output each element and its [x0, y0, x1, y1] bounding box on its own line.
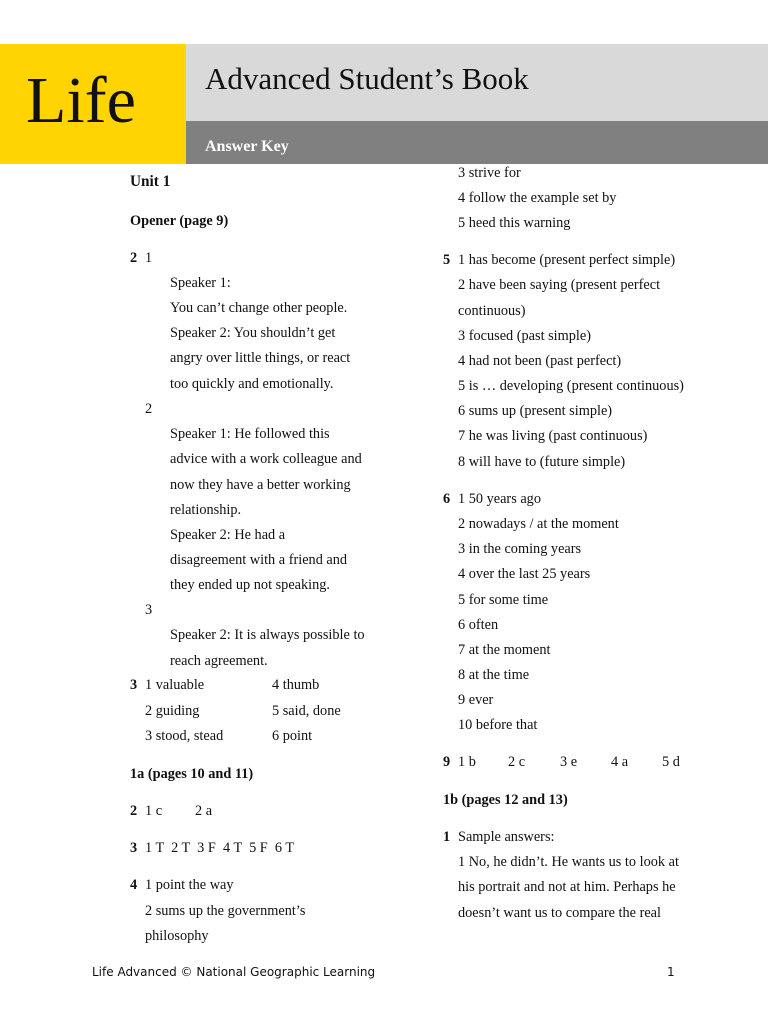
answer-line: doesn’t want us to compare the real	[458, 905, 662, 921]
answer-line: You can’t change other people.	[170, 300, 348, 316]
answer-line: 3 focused (past simple)	[458, 328, 592, 344]
answer-line: 4 over the last 25 years	[458, 566, 591, 582]
answer-line: Speaker 2: You shouldn’t get	[170, 325, 336, 341]
answer-line: 3 in the coming years	[458, 541, 582, 557]
section-heading-opener: Opener (page 9)	[130, 213, 229, 229]
answer-line: too quickly and emotionally.	[170, 376, 334, 392]
exercise-number: 5	[443, 252, 451, 268]
answer-line: relationship.	[170, 502, 242, 518]
answer-line: 3 stood, stead	[145, 728, 224, 744]
item-number: 3	[145, 602, 153, 618]
answer-line: now they have a better working	[170, 477, 351, 493]
answer-line: 1 valuable	[145, 677, 205, 693]
answer-line: angry over little things, or react	[170, 350, 351, 366]
answer-line: 6 sums up (present simple)	[458, 403, 613, 419]
answer-line: 4 a	[611, 754, 629, 770]
exercise-number: 6	[443, 491, 451, 507]
answer-line: 1 T 2 T 3 F 4 T 5 F 6 T	[145, 840, 295, 856]
answer-line: 6 often	[458, 617, 499, 633]
book-title: Advanced Student’s Book	[205, 61, 529, 96]
answer-line: advice with a work colleague and	[170, 451, 362, 467]
answer-line: 8 will have to (future simple)	[458, 454, 626, 470]
answer-line: 2 sums up the government’s	[145, 903, 306, 919]
answer-line: 4 follow the example set by	[458, 190, 617, 206]
answer-line: 2 a	[195, 803, 213, 819]
answer-line: 1 has become (present perfect simple)	[458, 252, 676, 268]
section-heading-1a: 1a (pages 10 and 11)	[130, 766, 254, 782]
answer-line: 7 he was living (past continuous)	[458, 428, 648, 444]
answer-line: 3 strive for	[458, 165, 521, 181]
answer-line: 2 have been saying (present perfect	[458, 277, 661, 293]
answer-line: 10 before that	[458, 717, 538, 733]
answer-line: 1 50 years ago	[458, 491, 541, 507]
answer-line: his portrait and not at him. Perhaps he	[458, 879, 676, 895]
answer-line: 5 is … developing (present continuous)	[458, 378, 684, 394]
answer-line: Speaker 1:	[170, 275, 231, 291]
exercise-number: 2	[130, 250, 138, 266]
exercise-number: 3	[130, 840, 138, 856]
answer-line: Sample answers:	[458, 829, 555, 845]
unit-heading: Unit 1	[130, 173, 171, 190]
item-number: 2	[145, 401, 153, 417]
answer-line: 5 for some time	[458, 592, 549, 608]
answer-line: they ended up not speaking.	[170, 577, 331, 593]
answer-line: 7 at the moment	[458, 642, 551, 658]
answer-line: philosophy	[145, 928, 209, 944]
answer-line: Speaker 2: He had a	[170, 527, 286, 543]
answer-line: 1 point the way	[145, 877, 234, 893]
exercise-number: 9	[443, 754, 451, 770]
answer-line: 9 ever	[458, 692, 494, 708]
answer-line: 2 nowadays / at the moment	[458, 516, 619, 532]
answer-line: 4 thumb	[272, 677, 320, 693]
page-number: 1	[667, 965, 675, 979]
answer-line: 1 b	[458, 754, 476, 770]
exercise-number: 4	[130, 877, 138, 893]
item-number: 1	[145, 250, 153, 266]
answer-line: 5 heed this warning	[458, 215, 571, 231]
answer-line: 4 had not been (past perfect)	[458, 353, 622, 369]
answer-line: 1 No, he didn’t. He wants us to look at	[458, 854, 679, 870]
answer-line: 2 c	[508, 754, 526, 770]
footer-copyright: Life Advanced © National Geographic Learning	[92, 965, 376, 979]
exercise-number: 3	[130, 677, 138, 693]
answer-line: 1 c	[145, 803, 163, 819]
answer-key-subtitle: Answer Key	[205, 138, 289, 155]
answer-line: reach agreement.	[170, 653, 268, 669]
answer-line: 6 point	[272, 728, 313, 744]
answer-line: continuous)	[458, 303, 526, 319]
answer-line: 5 d	[662, 754, 680, 770]
answer-line: Speaker 1: He followed this	[170, 426, 330, 442]
answer-line: disagreement with a friend and	[170, 552, 348, 568]
answer-line: 2 guiding	[145, 703, 200, 719]
answer-line: Speaker 2: It is always possible to	[170, 627, 365, 643]
answer-line: 3 e	[560, 754, 578, 770]
answer-line: 5 said, done	[272, 703, 341, 719]
section-heading-1b: 1b (pages 12 and 13)	[443, 792, 568, 808]
exercise-number: 1	[443, 829, 451, 845]
answer-line: 8 at the time	[458, 667, 530, 683]
logo-text: Life	[26, 64, 136, 137]
exercise-number: 2	[130, 803, 138, 819]
